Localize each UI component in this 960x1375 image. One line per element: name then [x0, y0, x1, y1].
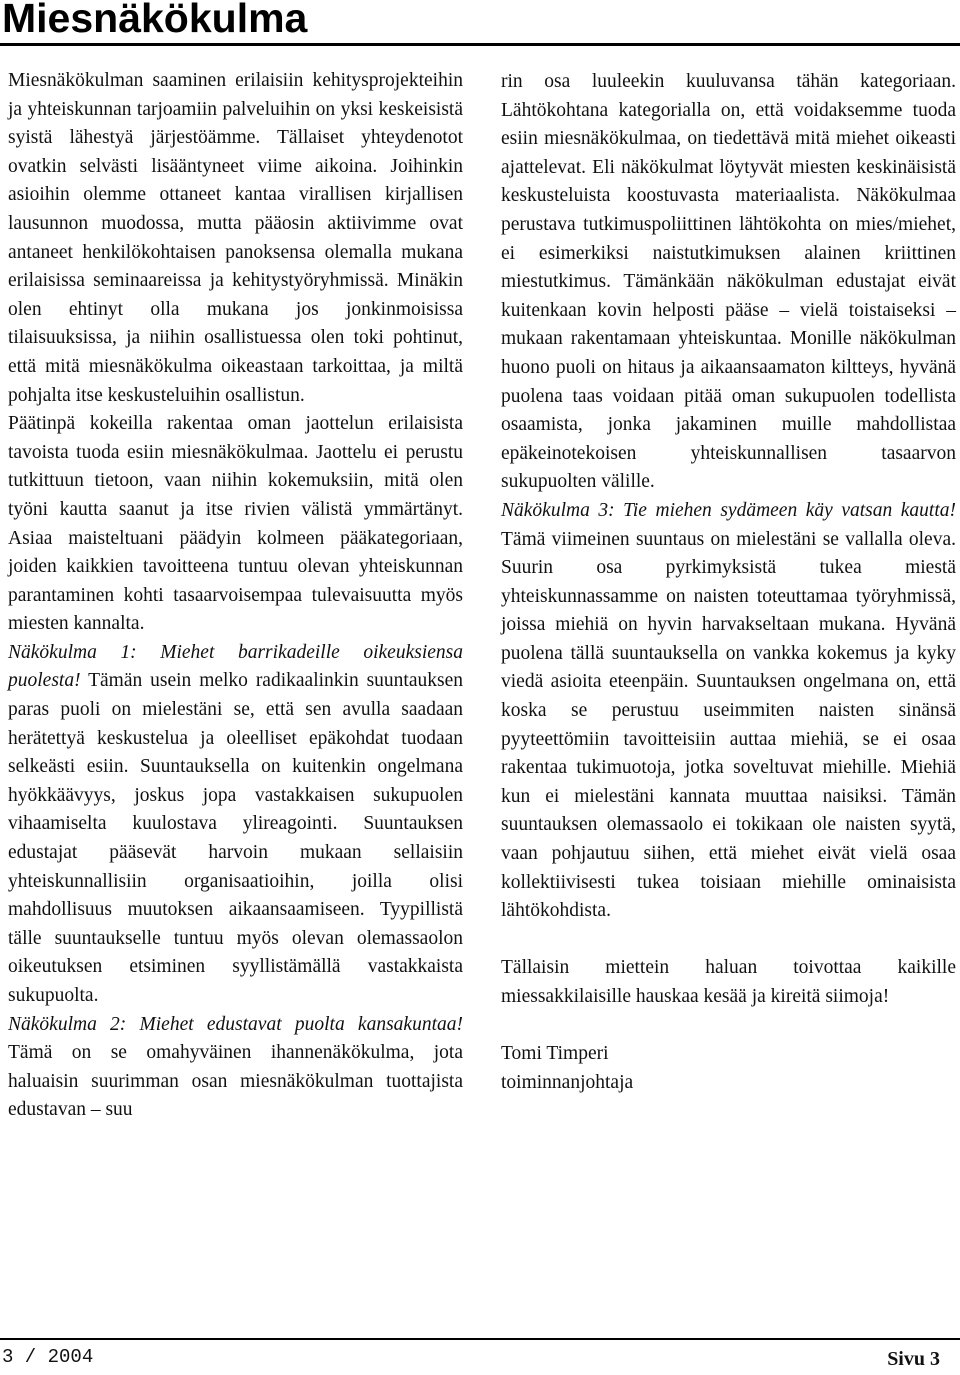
page-title: Miesnäkökulma [2, 0, 308, 41]
signature-name: Tomi Timperi [501, 1043, 609, 1065]
closing-paragraph: Tällaisin miettein haluan toivottaa kaikille miessakkilaisille hauskaa kesää ja kireitä siimoja! [501, 957, 956, 1007]
perspective-3-body: Tämä viimeinen suuntaus on mielestäni se vallalla oleva. Suurin osa pyrkimyksistä tukea miestä yhteiskunnassamme on naisten toteuttamaa työryhmissä, joissa miehiä on hyvin harvakseltaan mukana. Hyvänä puolena tällä suuntauksella on vankka kokemus ja kyky viedä asioita eteenpäin. Suuntauksen ongelmana on, että koska se perustuu useimmiten naisten sinänsä pyyteettömiin tavoitteisiin auttaa miehiä, se ei osaa rakentaa tukimuotoja, jotka soveltuvat miehille. Miehiä kun ei mielestäni kannata muuttaa naisiksi. Tämän suuntauksen olemassaolo ei tokikaan ole naisten syytä, vaan pohjautuu siihen, että miehet eivät vielä osaa kollektiivisesti tukea toisiaan miehille ominaisista lähtökohdista. [501, 528, 956, 922]
perspective-2-heading: Näkökulma 2: Miehet edustavat puolta kansakuntaa! [8, 1013, 463, 1035]
title-divider [0, 43, 960, 46]
page-number: Sivu 3 [887, 1348, 940, 1370]
issue-number: 3 / 2004 [2, 1346, 94, 1368]
perspective-1-body: Tämän usein melko radikaalinkin suuntauksen paras puoli on mielestäni se, että sen avulla saadaan herätettyä keskustelua ja oleelliset epäkohdat tuodaan selkeästi esiin. Suuntauksella on kuitenkin ongelmana hyökkäävyys, joskus jopa vastakkaisen sukupuolen vihaamiselta kuulostava ylireagointi. Suuntauksen edustajat pääsevät harvoin mukaan sellaisiin yhteiskunnallisiin organisaatioihin, joilla olisi mahdollisuus muutoksen aikaansaamiseen. Tyypillistä tälle suuntaukselle tuntuu myös olevan olemassaolon oikeutuksen etsiminen syyllistämällä vastakkaista sukupuolta. [8, 670, 463, 1006]
perspective-2-continuation: rin osa luuleekin kuuluvansa tähän kategoriaan. Lähtökohtana kategorialla on, että voidaksemme tuoda esiin miesnäkökulmaa, on tiedettävä mitä miehet oikeasti ajattelevat. Eli näkökulmat löytyvät miesten keskinäisistä keskusteluista koostuvasta materiaalista. Näkökulmaa perustava tutkimuspoliittinen lähtökohta on mies/miehet, ei esimerkiksi naistutkimuksen alainen kriittinen miestutkimus. Tämänkään näkökulman edustajat eivät kuitenkaan kovin helposti pääse – vielä toistaiseksi – mukaan rakentamaan yhteiskuntaa. Monille näkökulman huono puoli on hitaus ja aikaansaamaton kiltteys, hyvänä puolena taas voidaan pitää oman sukupuolen todellista osaamista, jonka jakaminen muille mahdollistaa epäkeinotekoisen yhteiskunnallisen tasaarvon sukupuolten välille. [501, 71, 956, 493]
perspective-1-heading: Näkökulma 1: Miehet barrikadeille oikeuksiensa puolesta! [8, 641, 463, 692]
perspective-1-paragraph [8, 639, 463, 1011]
intro-paragraph: Miesnäkökulman saaminen erilaisiin kehitysprojekteihin ja yhteiskunnan tarjoamiin palveluihin on yksi keskeisistä syistä lähestyä järjestöämme. Tällaiset yhteydenotot ovatkin selvästi lisääntyneet viime aikoina. Joihinkin asioihin olemme ottaneet kantaa virallisen kirjallisen lausunnon muodossa, mutta pääosin aktiivimme ovat antaneet henkilökohtaisen panoksensa olemalla mukana erilaisissa seminaareissa ja kehitystyöryhmissä. Minäkin olen ehtinyt olla mukana jos jonkinmoisissa tilaisuuksissa, ja niihin osallistuessa olen toki pohtinut, että mitä miesnäkökulma oikeastaan tarkoittaa, ja miltä pohjalta itse keskusteluihin osallistun. [8, 70, 463, 406]
signature-title: toiminnanjohtaja [501, 1071, 634, 1093]
perspective-2-paragraph [8, 1011, 463, 1125]
perspective-3-paragraph [501, 497, 956, 926]
footer-divider [0, 1338, 960, 1340]
perspective-2-body: Tämä on se omahyväinen ihannenäkökulma, jota haluaisin suurimman osan miesnäkökulman tuottajista edustavan – suu [8, 1042, 463, 1121]
article-left-column [8, 67, 463, 1125]
perspective-3-heading: Näkökulma 3: Tie miehen sydämeen käy vatsan kautta! [501, 499, 956, 521]
article-right-column [501, 68, 956, 1097]
categories-paragraph: Päätinpä kokeilla rakentaa oman jaottelun erilaisista tavoista tuoda esiin miesnäkökulmaa. Jaottelu ei perustu tutkittuun tietoon, vaan niihin kokemuksiin, mitä olen työni kautta saanut ja itse rivien välistä ymmärtänyt. Asiaa maisteltuani päädyin kolmeen pääkategoriaan, joiden kaikkien tavoitteena tuntuu olevan yhteiskunnan parantaminen kohti tasaarvoisempaa tulevaisuutta myös miesten kannalta. [8, 413, 463, 635]
